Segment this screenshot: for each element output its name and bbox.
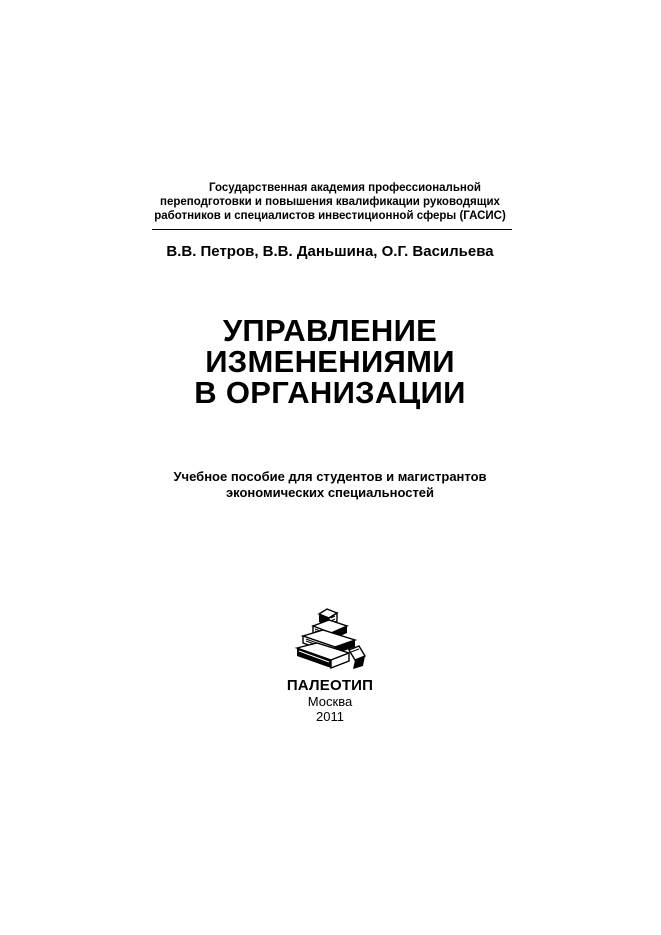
books-stack-logo-icon xyxy=(293,606,369,676)
institution-line: работников и специалистов инвестиционной сферы (ГАСИС) xyxy=(154,210,506,222)
book-title-line: В ОРГАНИЗАЦИИ xyxy=(194,375,466,410)
publisher-city: Москва xyxy=(307,694,353,709)
book-title-line: УПРАВЛЕНИЕ xyxy=(222,313,438,348)
header-divider xyxy=(152,229,512,230)
authors: В.В. Петров, В.В. Даньшина, О.Г. Васильева xyxy=(166,243,494,260)
book-title xyxy=(120,315,540,408)
institution-name xyxy=(140,181,520,223)
book-subtitle-line: Учебное пособие для студентов и магистрантов xyxy=(173,469,487,484)
book-subtitle-line: экономических специальностей xyxy=(225,485,435,500)
publisher-name: ПАЛЕОТИП xyxy=(286,677,374,694)
book-title-line: ИЗМЕНЕНИЯМИ xyxy=(205,344,455,379)
institution-line: Государственная академия профессиональной xyxy=(209,182,481,194)
book-subtitle xyxy=(130,469,530,501)
publication-year: 2011 xyxy=(316,709,344,724)
institution-line: переподготовки и повышения квалификации руководящих xyxy=(160,196,500,208)
